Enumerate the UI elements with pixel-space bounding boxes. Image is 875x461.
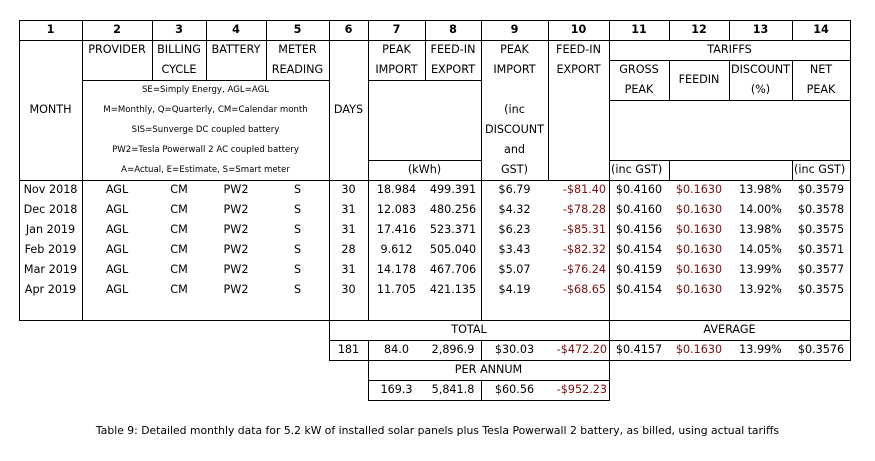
cell-days: 30 bbox=[341, 283, 356, 296]
cell-battery: PW2 bbox=[223, 223, 249, 236]
col-number: 4 bbox=[232, 23, 240, 36]
cell-gross-peak: $0.4156 bbox=[615, 223, 663, 236]
total-peak-kwh: 84.0 bbox=[384, 343, 409, 356]
cell-battery: PW2 bbox=[223, 283, 249, 296]
cell-peak-kwh: 14.178 bbox=[376, 263, 417, 276]
header-net-peak-1: NET bbox=[809, 63, 833, 76]
cell-peak-kwh: 11.705 bbox=[376, 283, 417, 296]
cell-net-peak: $0.3571 bbox=[797, 243, 845, 256]
cell-peak-kwh: 17.416 bbox=[376, 223, 417, 236]
header-provider: PROVIDER bbox=[88, 43, 146, 56]
cell-billing: CM bbox=[170, 223, 188, 236]
header-feedin-export-cost-1: FEED-IN bbox=[556, 43, 601, 56]
cell-gross-peak: $0.4154 bbox=[615, 283, 663, 296]
cell-feedin-cost: -$82.32 bbox=[562, 243, 606, 256]
table-caption: Table 9: Detailed monthly data for 5.2 kW of installed solar panels plus Tesla Powerwall 2 battery, as billed, using actual tariffs bbox=[95, 424, 780, 437]
header-feedin-export-cost-2: EXPORT bbox=[556, 63, 601, 76]
legend-line: A=Actual, E=Estimate, S=Smart meter bbox=[121, 165, 290, 175]
header-billing-2: CYCLE bbox=[161, 63, 197, 76]
per-annum-peak-cost: $60.56 bbox=[494, 383, 535, 396]
cell-provider: AGL bbox=[105, 263, 129, 276]
cell-battery: PW2 bbox=[223, 263, 249, 276]
cell-discount: 13.92% bbox=[739, 283, 782, 296]
cell-gross-peak: $0.4160 bbox=[615, 203, 663, 216]
header-peak-import-cost-2: IMPORT bbox=[493, 63, 536, 76]
header-feedin-export-kwh-2: EXPORT bbox=[430, 63, 476, 76]
cell-peak-kwh: 12.083 bbox=[376, 203, 417, 216]
cell-provider: AGL bbox=[105, 243, 129, 256]
header-inc-line: DISCOUNT bbox=[484, 123, 545, 136]
cell-feedin-kwh: 499.391 bbox=[429, 183, 477, 196]
cell-peak-cost: $3.43 bbox=[498, 243, 531, 256]
header-days: DAYS bbox=[333, 103, 364, 116]
cell-gross-peak: $0.4159 bbox=[615, 263, 663, 276]
cell-month: Apr 2019 bbox=[24, 283, 77, 296]
cell-peak-cost: $6.79 bbox=[498, 183, 531, 196]
cell-peak-cost: $4.19 bbox=[498, 283, 531, 296]
header-gross-peak-2: PEAK bbox=[624, 83, 654, 96]
average-gross-peak: $0.4157 bbox=[615, 343, 663, 356]
header-inc-gst-gross: (inc GST) bbox=[611, 163, 663, 176]
cell-discount: 13.98% bbox=[739, 223, 782, 236]
header-inc-line: and bbox=[503, 143, 526, 156]
cell-feedin-tariff: $0.1630 bbox=[675, 183, 723, 196]
average-label: AVERAGE bbox=[703, 323, 756, 336]
cell-meter: S bbox=[293, 223, 302, 236]
cell-feedin-tariff: $0.1630 bbox=[675, 243, 723, 256]
header-billing-1: BILLING bbox=[157, 43, 201, 56]
cell-battery: PW2 bbox=[223, 203, 249, 216]
average-feedin-tariff: $0.1630 bbox=[675, 343, 723, 356]
per-annum-peak-kwh: 169.3 bbox=[380, 383, 413, 396]
cell-feedin-cost: -$68.65 bbox=[562, 283, 606, 296]
cell-discount: 14.00% bbox=[739, 203, 782, 216]
col-number: 1 bbox=[46, 23, 55, 36]
cell-feedin-tariff: $0.1630 bbox=[675, 203, 723, 216]
cell-provider: AGL bbox=[105, 203, 129, 216]
legend-line: SE=Simply Energy, AGL=AGL bbox=[141, 85, 270, 95]
header-meter-1: METER bbox=[278, 43, 317, 56]
cell-peak-kwh: 18.984 bbox=[376, 183, 417, 196]
legend-line: PW2=Tesla Powerwall 2 AC coupled battery bbox=[112, 145, 299, 155]
total-feedin-kwh: 2,896.9 bbox=[431, 343, 475, 356]
col-number: 11 bbox=[631, 23, 647, 36]
cell-discount: 13.99% bbox=[739, 263, 782, 276]
total-label: TOTAL bbox=[451, 323, 487, 336]
cell-days: 31 bbox=[341, 203, 356, 216]
col-number: 8 bbox=[449, 23, 457, 36]
header-discount-2: (%) bbox=[750, 83, 771, 96]
cell-battery: PW2 bbox=[223, 183, 249, 196]
col-number: 14 bbox=[813, 23, 829, 36]
col-number: 7 bbox=[392, 23, 401, 36]
cell-discount: 14.05% bbox=[739, 243, 782, 256]
header-battery: BATTERY bbox=[211, 43, 261, 56]
cell-days: 30 bbox=[341, 183, 356, 196]
cell-feedin-cost: -$81.40 bbox=[562, 183, 606, 196]
cell-billing: CM bbox=[170, 243, 188, 256]
cell-provider: AGL bbox=[105, 183, 129, 196]
header-meter-2: READING bbox=[271, 63, 324, 76]
cell-feedin-kwh: 467.706 bbox=[429, 263, 477, 276]
header-discount-1: DISCOUNT bbox=[730, 63, 791, 76]
cell-battery: PW2 bbox=[223, 243, 249, 256]
cell-meter: S bbox=[293, 263, 302, 276]
cell-provider: AGL bbox=[105, 283, 129, 296]
header-feedin: FEEDIN bbox=[678, 73, 720, 86]
cell-month: Mar 2019 bbox=[23, 263, 78, 276]
cell-month: Jan 2019 bbox=[25, 223, 76, 236]
cell-feedin-cost: -$78.28 bbox=[562, 203, 606, 216]
cell-billing: CM bbox=[170, 263, 188, 276]
cell-feedin-kwh: 421.135 bbox=[429, 283, 477, 296]
cell-billing: CM bbox=[170, 183, 188, 196]
cell-peak-cost: $5.07 bbox=[498, 263, 531, 276]
cell-net-peak: $0.3577 bbox=[797, 263, 845, 276]
header-inc-line: (inc bbox=[504, 103, 525, 116]
header-inc-gst-net: (inc GST) bbox=[794, 163, 846, 176]
cell-billing: CM bbox=[170, 283, 188, 296]
cell-month: Dec 2018 bbox=[23, 203, 78, 216]
cell-meter: S bbox=[293, 183, 302, 196]
col-number: 2 bbox=[113, 23, 121, 36]
cell-net-peak: $0.3575 bbox=[797, 283, 845, 296]
col-number: 9 bbox=[510, 23, 519, 36]
per-annum-feedin-cost: -$952.23 bbox=[556, 383, 607, 396]
cell-gross-peak: $0.4160 bbox=[615, 183, 663, 196]
cell-meter: S bbox=[293, 283, 302, 296]
legend-line: M=Monthly, Q=Quarterly, CM=Calendar month bbox=[103, 105, 308, 115]
cell-meter: S bbox=[293, 243, 302, 256]
cell-peak-cost: $4.32 bbox=[498, 203, 531, 216]
cell-days: 31 bbox=[341, 223, 356, 236]
total-feedin-cost: -$472.20 bbox=[556, 343, 607, 356]
cell-feedin-tariff: $0.1630 bbox=[675, 263, 723, 276]
cell-peak-kwh: 9.612 bbox=[380, 243, 413, 256]
cell-feedin-tariff: $0.1630 bbox=[675, 223, 723, 236]
cell-feedin-kwh: 480.256 bbox=[429, 203, 477, 216]
cell-feedin-cost: -$76.24 bbox=[562, 263, 606, 276]
cell-net-peak: $0.3579 bbox=[797, 183, 845, 196]
total-days: 181 bbox=[337, 343, 360, 356]
cell-discount: 13.98% bbox=[739, 183, 782, 196]
cell-peak-cost: $6.23 bbox=[498, 223, 531, 236]
header-month: MONTH bbox=[29, 103, 72, 116]
header-tariffs: TARIFFS bbox=[707, 43, 752, 56]
header-peak-import-cost-1: PEAK bbox=[500, 43, 529, 56]
col-number: 3 bbox=[175, 23, 183, 36]
header-peak-import-kwh-2: IMPORT bbox=[375, 63, 418, 76]
cell-month: Feb 2019 bbox=[24, 243, 77, 256]
cell-month: Nov 2018 bbox=[23, 183, 78, 196]
cell-billing: CM bbox=[170, 203, 188, 216]
header-inc-line: GST) bbox=[501, 163, 528, 176]
col-number: 12 bbox=[691, 23, 707, 36]
cell-days: 28 bbox=[341, 243, 356, 256]
col-number: 10 bbox=[570, 23, 587, 36]
header-feedin-export-kwh-1: FEED-IN bbox=[430, 43, 476, 56]
cell-net-peak: $0.3578 bbox=[797, 203, 845, 216]
cell-feedin-tariff: $0.1630 bbox=[675, 283, 723, 296]
cell-feedin-cost: -$85.31 bbox=[562, 223, 606, 236]
header-net-peak-2: PEAK bbox=[806, 83, 836, 96]
cell-net-peak: $0.3575 bbox=[797, 223, 845, 236]
header-peak-import-kwh-1: PEAK bbox=[382, 43, 411, 56]
per-annum-feedin-kwh: 5,841.8 bbox=[431, 383, 475, 396]
cell-provider: AGL bbox=[105, 223, 129, 236]
cell-meter: S bbox=[293, 203, 302, 216]
cell-feedin-kwh: 505.040 bbox=[429, 243, 477, 256]
col-number: 13 bbox=[752, 23, 769, 36]
cell-days: 31 bbox=[341, 263, 356, 276]
legend-line: SIS=Sunverge DC coupled battery bbox=[131, 125, 280, 135]
average-discount: 13.99% bbox=[739, 343, 782, 356]
header-gross-peak-1: GROSS bbox=[619, 63, 659, 76]
total-peak-cost: $30.03 bbox=[494, 343, 535, 356]
cell-feedin-kwh: 523.371 bbox=[429, 223, 477, 236]
col-number: 5 bbox=[293, 23, 302, 36]
col-number: 6 bbox=[344, 23, 353, 36]
average-net-peak: $0.3576 bbox=[797, 343, 845, 356]
per-annum-label: PER ANNUM bbox=[454, 363, 523, 376]
cell-gross-peak: $0.4154 bbox=[615, 243, 663, 256]
header-kwh-unit: (kWh) bbox=[407, 163, 442, 176]
